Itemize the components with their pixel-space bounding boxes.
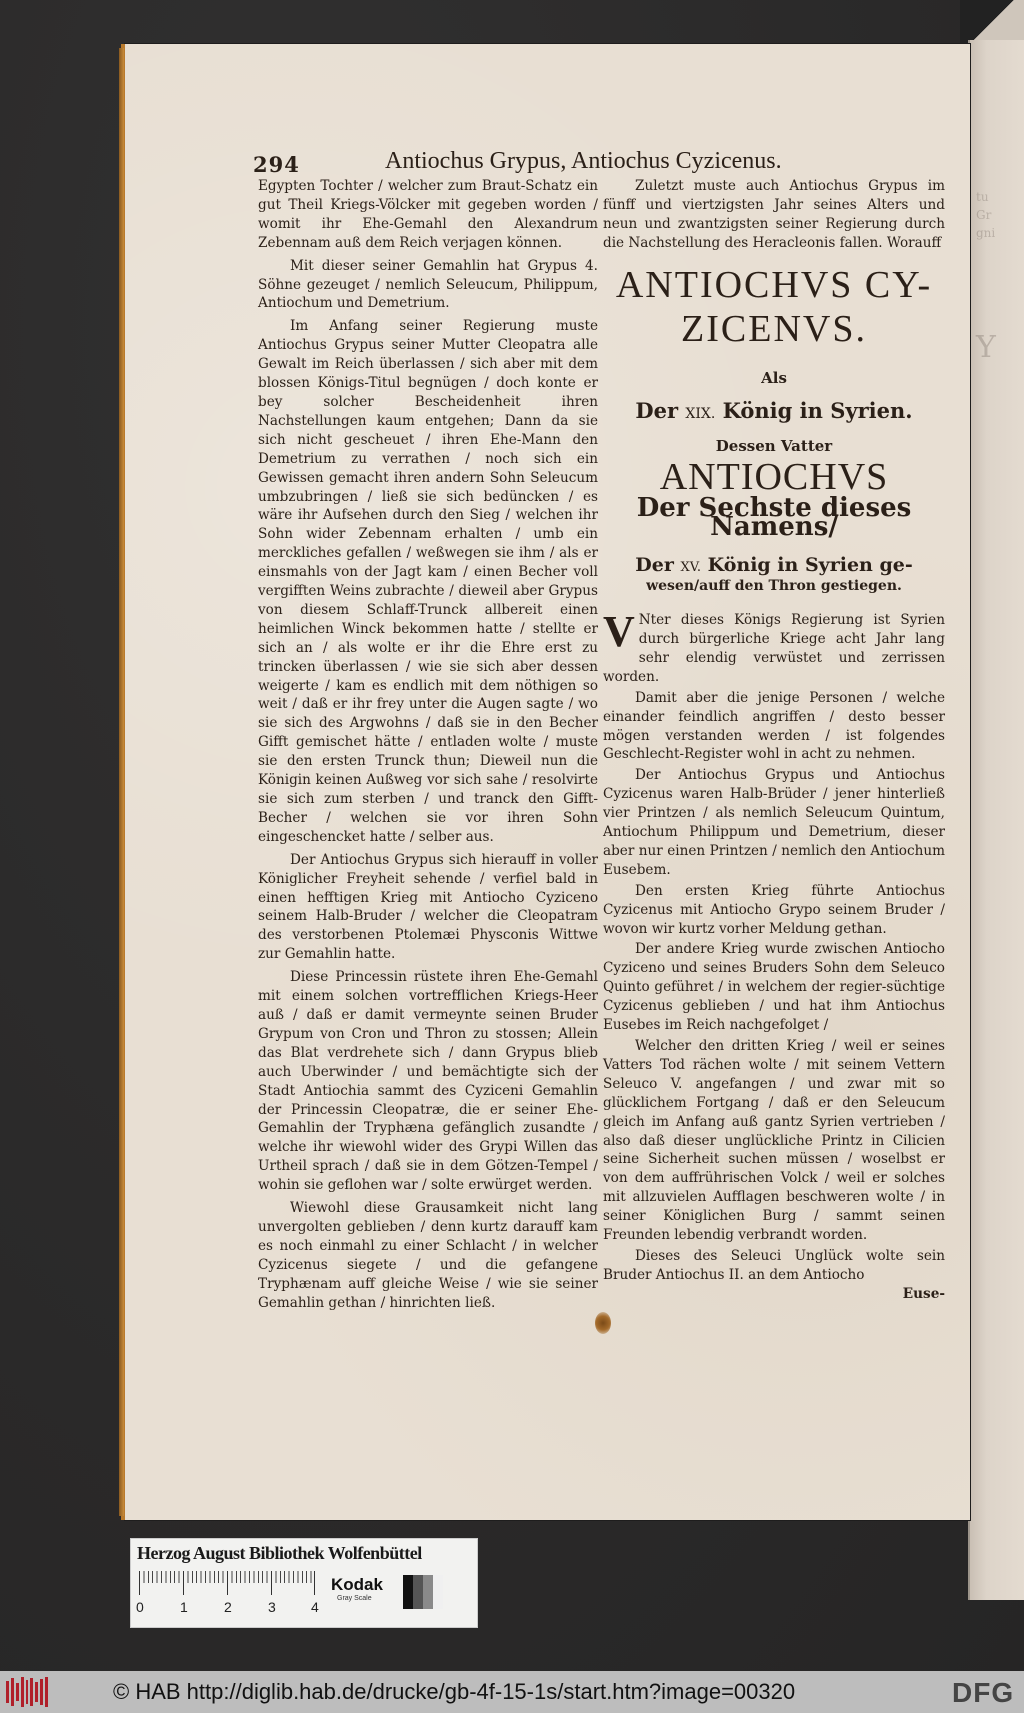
institution-name: Herzog August Bibliothek Wolfenbüttel xyxy=(137,1543,422,1563)
swatch-gray xyxy=(423,1575,433,1609)
father-name: ANTIOCHVS xyxy=(659,456,889,499)
paragraph-with-drop-cap: V Nter dieses Königs Regierung ist Syrien durch bürgerliche Kriege acht Jahr lang sehr elendig verwüstet und zerrissen worden. xyxy=(603,607,945,685)
paper-stain xyxy=(595,1312,611,1334)
drop-cap: V xyxy=(603,607,635,657)
paragraph: Damit aber die jenige Personen / welche einander feindlich angriffen / desto besser mögen verstanden werden / ist folgendes Geschlecht-Register wohl in acht zu nehmen. xyxy=(603,689,945,763)
paragraph: Egypten Tochter / welcher zum Braut-Schatz ein gut Theil Kriegs-Völcker mit gegeben worden / womit ihr Ehe-Gemahl den Alexandrum Zebennam auß dem Reich verjagen können. xyxy=(258,178,598,251)
ruler-label: 4 xyxy=(311,1599,319,1615)
scan-corner xyxy=(960,0,1024,44)
kodak-brand: Kodak xyxy=(331,1575,383,1594)
paragraph: Wiewohl diese Grausamkeit nicht lang unvergolten geblieben / denn kurtz darauff kam es noch einmahl zu einer Schlacht / in welcher Cyzicenus siegete / und die gefangene Tryphænam auff gleiche Weise / wie sie seiner Gemahlin gethan / hinrichten ließ. xyxy=(258,1200,598,1311)
paragraph: Welcher den dritten Krieg / weil er seines Vatters Tod rächen wolte / mit seinem Vettern Seleuco V. angefangen / und zwar mit so glücklichem Fortgang / daß er den Seleucum gleich im Anfang auß gantz Syrien vertrieben / also daß dieser unglückliche Printz in Cilicien seine Sicherheit suchen müssen / woselbst er von dem auffrührischen Volck / weil er solches mit allzuvielen Aufflagen beschweren wolte / in seiner Königlichen Burg / sammt seinen Freunden lebendig verbrandt worden. xyxy=(603,1038,945,1244)
page-number: 294 xyxy=(253,152,300,177)
father-label: Dessen Vatter xyxy=(715,437,833,456)
paragraph: Den ersten Krieg führte Antiochus Cyzicenus mit Antiocho Grypo seinem Bruder / wovon wir kurtz vorher Meldung gethan. xyxy=(603,882,945,937)
chapter-heading xyxy=(603,263,945,595)
hab-logo-icon xyxy=(6,1677,48,1707)
paragraph: Der andere Krieg wurde zwischen Antiocho Cyziceno und seines Bruders Sohn dem Seleuco Quinto geführet / in welchem der regier-süchtige Cyzicenus geblieben / und hat ihm Antiochus Eusebes im Reich nachgefolget / xyxy=(603,941,945,1034)
ruler-label: 1 xyxy=(180,1599,188,1615)
ruler-icon xyxy=(139,1571,315,1599)
ruler-label: 3 xyxy=(268,1599,276,1615)
adjacent-page-edge: tu Gr gni Y xyxy=(968,40,1024,1600)
king-line: Der XIX. König in Syrien. xyxy=(635,397,913,423)
swatch-white xyxy=(433,1575,443,1609)
father-king-line: Der XV. König in Syrien ge- xyxy=(635,554,913,577)
father-epithet: Der Sechste dieses Namens/ xyxy=(636,493,912,543)
chapter-title-line2: ZICENVS. xyxy=(681,307,867,350)
paragraph: Mit dieser seiner Gemahlin hat Grypus 4. Söhne gezeuget / nemlich Seleucum, Philippum, Antiochum und Demetrium. xyxy=(258,257,598,312)
father-king-line2: wesen/auff den Thron gestiegen. xyxy=(646,578,902,595)
color-target-card xyxy=(130,1538,478,1628)
copyright-link[interactable]: © HAB http://diglib.hab.de/drucke/gb-4f-15-1s/start.htm?image=00320 xyxy=(113,1679,796,1704)
footer-bar xyxy=(0,1671,1024,1713)
swatch-black xyxy=(403,1575,413,1609)
book-page xyxy=(125,44,970,1520)
grayscale-swatches xyxy=(403,1575,443,1609)
paragraph: Dieses des Seleuci Unglück wolte sein Bruder Antiochus II. an dem Antiocho xyxy=(603,1247,945,1283)
swatch-dark-gray xyxy=(413,1575,423,1609)
heading-als: Als xyxy=(761,368,787,387)
dfg-logo: DFG xyxy=(952,1677,1015,1708)
running-head: Antiochus Grypus, Antiochus Cyzicenus. xyxy=(385,148,782,174)
left-column xyxy=(258,177,598,1312)
catchword: Euse- xyxy=(902,1285,945,1302)
paragraph: Im Anfang seiner Regierung muste Antiochus Grypus seiner Mutter Cleopatra alle Gewalt im Reich überlassen / sich aber mit dem blossen Königs-Titul begnügen / doch konte er bey solcher Bescheidenheit ihren Nachstellungen kaum entgehen; Dann da sie sich nicht gescheuet / ihren Ehe-Mann den Demetrium zu verrathen / noch sich ein Gewissen gemacht ihren andern Sohn Seleucum umbzubringen / ließ sie sich bedüncken / es wäre ihr Aufsehen durch den Sieg / welchen ihr Sohn wider Zebennam erhalten / umb ein merckliches gefallen / weßwegen sie ihm / als er einsmahls von der Jagt kam / einen Becher voll vergifften Weins zubrachte / dieweil aber Grypus von diesem Schlaff-Trunck allbereit einen heimlichen Winck bekommen hatte / stellte er sich an / als wolte er ihr die Ehre erst zu trincken überlassen / wie sie sich aber dessen weigerte / kam es endlich mit dem nöthigen so weit / daß er ihr frey unter die Augen sagte / wo sie sich des Argwohns / daß sie in den Becher Gifft gemischet hätte / entladen wolte / muste sie den ersten Trunck thun; Dieweil nun die Königin keinen Außweg vor sich sahe / resolvirte sie sich zum sterben / und tranck den Gifft-Becher / welchen sie vor ihren Sohn eingeschencket hatte / selber aus. xyxy=(258,318,598,845)
chapter-title-line1: ANTIOCHVS CY- xyxy=(615,263,933,306)
paragraph: Der Antiochus Grypus sich hierauff in voller Königlicher Freyheit sehende / verfiel bald in einen hefftigen Krieg mit Antiocho Cyziceno seinem Halb-Bruder / welcher die Cleopatram des verstorbenen Ptolemæi Physconis Wittwe zur Gemahlin hatte. xyxy=(258,851,598,963)
grayscale-label: Gray Scale xyxy=(337,1595,372,1602)
intro-paragraph: Zuletzt muste auch Antiochus Grypus im fünff und viertzigsten Jahr seines Alters und neun und zwantzigsten seiner Regierung durch die Nachstellung des Heracleonis fallen. Worauff xyxy=(603,178,945,251)
right-column xyxy=(603,177,945,1304)
paragraph: Diese Princessin rüstete ihren Ehe-Gemahl mit einem solchen vortrefflichen Kriegs-Heer auß / daß er damit vermeynte seinen Bruder Grypum von Cron und Thron zu stossen; Allein das Blat verdrehete sich / dann Grypus blieb auch Uberwinder / und bemächtigte sich der Stadt Antiochia sammt des Cyziceni Gemahlin der Princessin Cleopatræ, die er seiner Ehe-Gemahlin der Tryphæna gefänglich zusandte / welche ihr wiewohl wider des Grypi Willen das Urtheil sprach / daß sie in dem Götzen-Tempel / wohin sie geflohen war / solte erwürget werden. xyxy=(258,969,598,1194)
ruler-label: 0 xyxy=(136,1599,144,1615)
paragraph: Der Antiochus Grypus und Antiochus Cyzicenus waren Halb-Brüder / jener hinterließ vier Printzen / als nemlich Seleucum Quintum, Antiochum Philippum und Demetrium, dieser aber nur einen Printzen / nemlich den Antiochum Eusebem. xyxy=(603,767,945,878)
ruler-label: 2 xyxy=(224,1599,232,1615)
